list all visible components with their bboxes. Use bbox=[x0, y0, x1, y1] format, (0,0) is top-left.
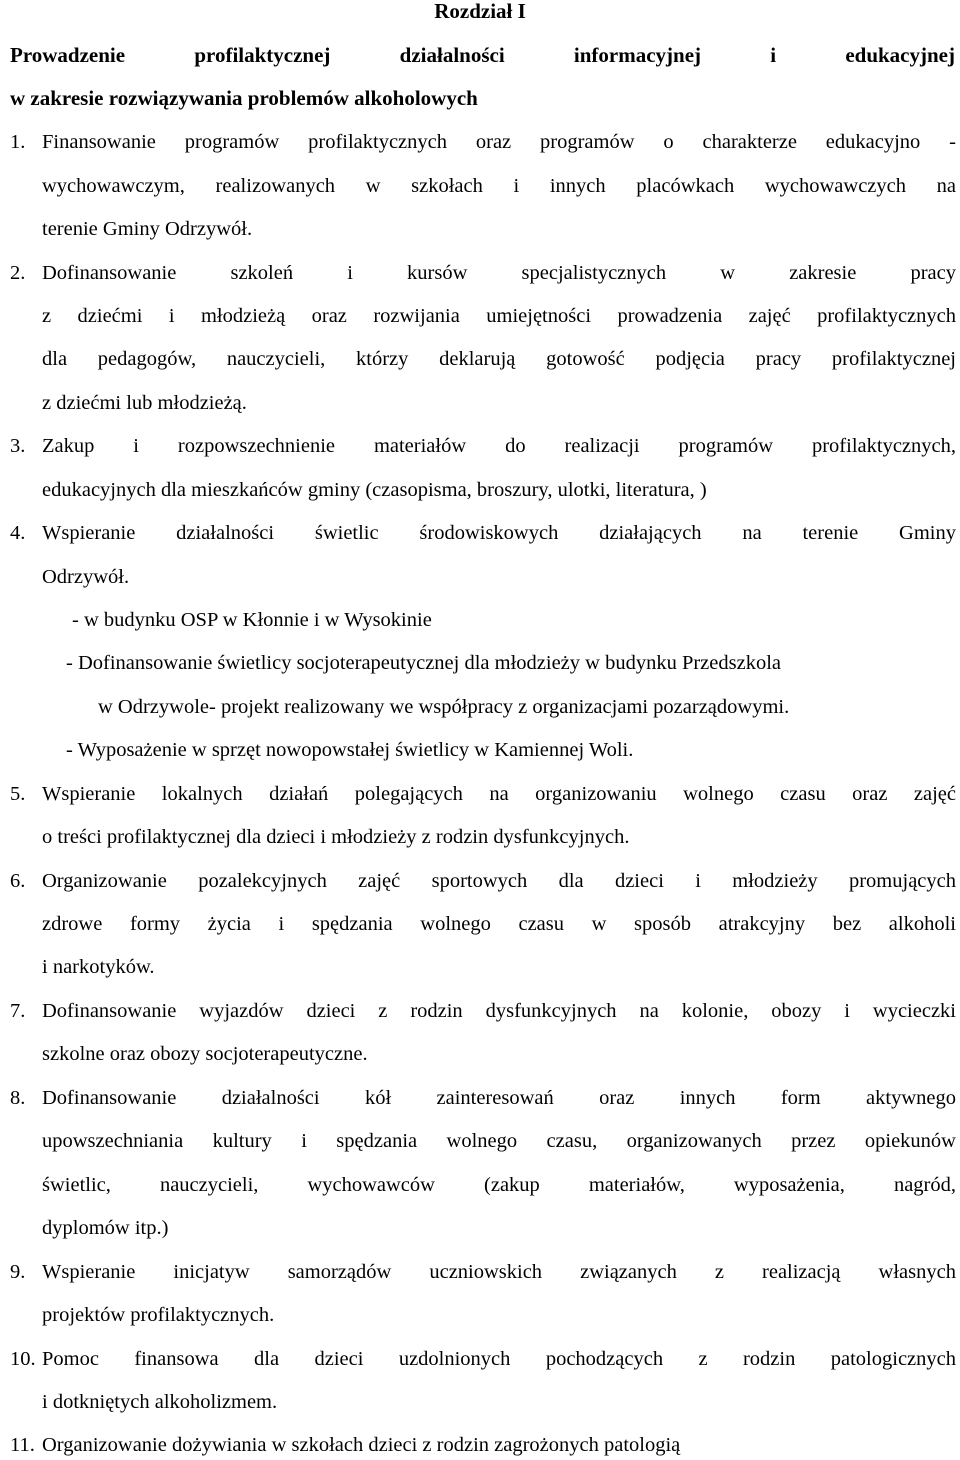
item-2-line-1: Dofinansowanie szkoleń i kursów specjalistycznych w zakresie pracy bbox=[42, 262, 956, 284]
item-10-line-2: i dotkniętych alkoholizmem. bbox=[42, 1391, 278, 1413]
item-11-line-1: Organizowanie dożywiania w szkołach dzieci z rodzin zagrożonych patologią bbox=[42, 1434, 681, 1456]
section-title-line-2: w zakresie rozwiązywania problemów alkoholowych bbox=[10, 86, 478, 110]
item-7-line-1: Dofinansowanie wyjazdów dzieci z rodzin dysfunkcyjnych na kolonie, obozy i wycieczki bbox=[42, 1000, 956, 1022]
item-number: 4. bbox=[10, 522, 26, 544]
item-3-line-1: Zakup i rozpowszechnienie materiałów do realizacji programów profilaktycznych, bbox=[42, 435, 956, 457]
item-10-line-1: Pomoc finansowa dla dzieci uzdolnionych pochodzących z rodzin patologicznych bbox=[42, 1348, 956, 1370]
subitem-line-3: w Odrzywole- projekt realizowany we współpracy z organizacjami pozarządowymi. bbox=[98, 696, 790, 718]
item-8-line-2: upowszechniania kultury i spędzania wolnego czasu, organizowanych przez opiekunów bbox=[42, 1130, 956, 1152]
item-2-line-4: z dziećmi lub młodzieżą. bbox=[42, 392, 247, 414]
item-9-line-1: Wspieranie inicjatyw samorządów uczniowskich związanych z realizacją własnych bbox=[42, 1261, 956, 1283]
item-number: 7. bbox=[10, 1000, 26, 1022]
item-6-line-3: i narkotyków. bbox=[42, 956, 155, 978]
item-number: 9. bbox=[10, 1261, 26, 1283]
item-4-line-2: Odrzywół. bbox=[42, 566, 130, 588]
item-number: 1. bbox=[10, 131, 26, 153]
item-6-line-2: zdrowe formy życia i spędzania wolnego czasu w sposób atrakcyjny bez alkoholi bbox=[42, 913, 956, 935]
item-number: 11. bbox=[10, 1434, 35, 1456]
subitem-line-2: - Dofinansowanie świetlicy socjoterapeutycznej dla młodzieży w budynku Przedszkola bbox=[66, 652, 781, 674]
subitem-line-1: - w budynku OSP w Kłonnie i w Wysokinie bbox=[72, 609, 432, 631]
item-2-line-3: dla pedagogów, nauczycieli, którzy deklarują gotowość podjęcia pracy profilaktycznej bbox=[42, 348, 956, 370]
item-2-line-2: z dziećmi i młodzieżą oraz rozwijania umiejętności prowadzenia zajęć profilaktycznych bbox=[42, 305, 956, 327]
item-3-line-2: edukacyjnych dla mieszkańców gminy (czasopisma, broszury, ulotki, literatura, ) bbox=[42, 479, 707, 501]
item-4-line-1: Wspieranie działalności świetlic środowiskowych działających na terenie Gminy bbox=[42, 522, 956, 544]
item-1-line-2: wychowawczym, realizowanych w szkołach i innych placówkach wychowawczych na bbox=[42, 175, 956, 197]
item-5-line-2: o treści profilaktycznej dla dzieci i młodzieży z rodzin dysfunkcyjnych. bbox=[42, 826, 630, 848]
item-number: 2. bbox=[10, 262, 26, 284]
item-7-line-2: szkolne oraz obozy socjoterapeutyczne. bbox=[42, 1043, 368, 1065]
item-number: 5. bbox=[10, 783, 26, 805]
item-6-line-1: Organizowanie pozalekcyjnych zajęć sportowych dla dzieci i młodzieży promujących bbox=[42, 870, 956, 892]
item-5-line-1: Wspieranie lokalnych działań polegających na organizowaniu wolnego czasu oraz zajęć bbox=[42, 783, 956, 805]
item-number: 6. bbox=[10, 870, 26, 892]
item-8-line-3: świetlic, nauczycieli, wychowawców (zakup materiałów, wyposażenia, nagród, bbox=[42, 1174, 956, 1196]
section-title-line-1: Prowadzenie profilaktycznej działalności informacyjnej i edukacyjnej bbox=[10, 43, 955, 67]
item-1-line-1: Finansowanie programów profilaktycznych oraz programów o charakterze edukacyjno - bbox=[42, 131, 956, 153]
chapter-heading: Rozdział I bbox=[434, 0, 526, 23]
item-number: 8. bbox=[10, 1087, 26, 1109]
subitem-line-4: - Wyposażenie w sprzęt nowopowstałej świetlicy w Kamiennej Woli. bbox=[66, 739, 634, 761]
item-number: 3. bbox=[10, 435, 26, 457]
item-8-line-1: Dofinansowanie działalności kół zainteresowań oraz innych form aktywnego bbox=[42, 1087, 956, 1109]
item-8-line-4: dyplomów itp.) bbox=[42, 1217, 169, 1239]
item-9-line-2: projektów profilaktycznych. bbox=[42, 1304, 275, 1326]
item-1-line-3: terenie Gminy Odrzywół. bbox=[42, 218, 253, 240]
item-number: 10. bbox=[10, 1348, 36, 1370]
